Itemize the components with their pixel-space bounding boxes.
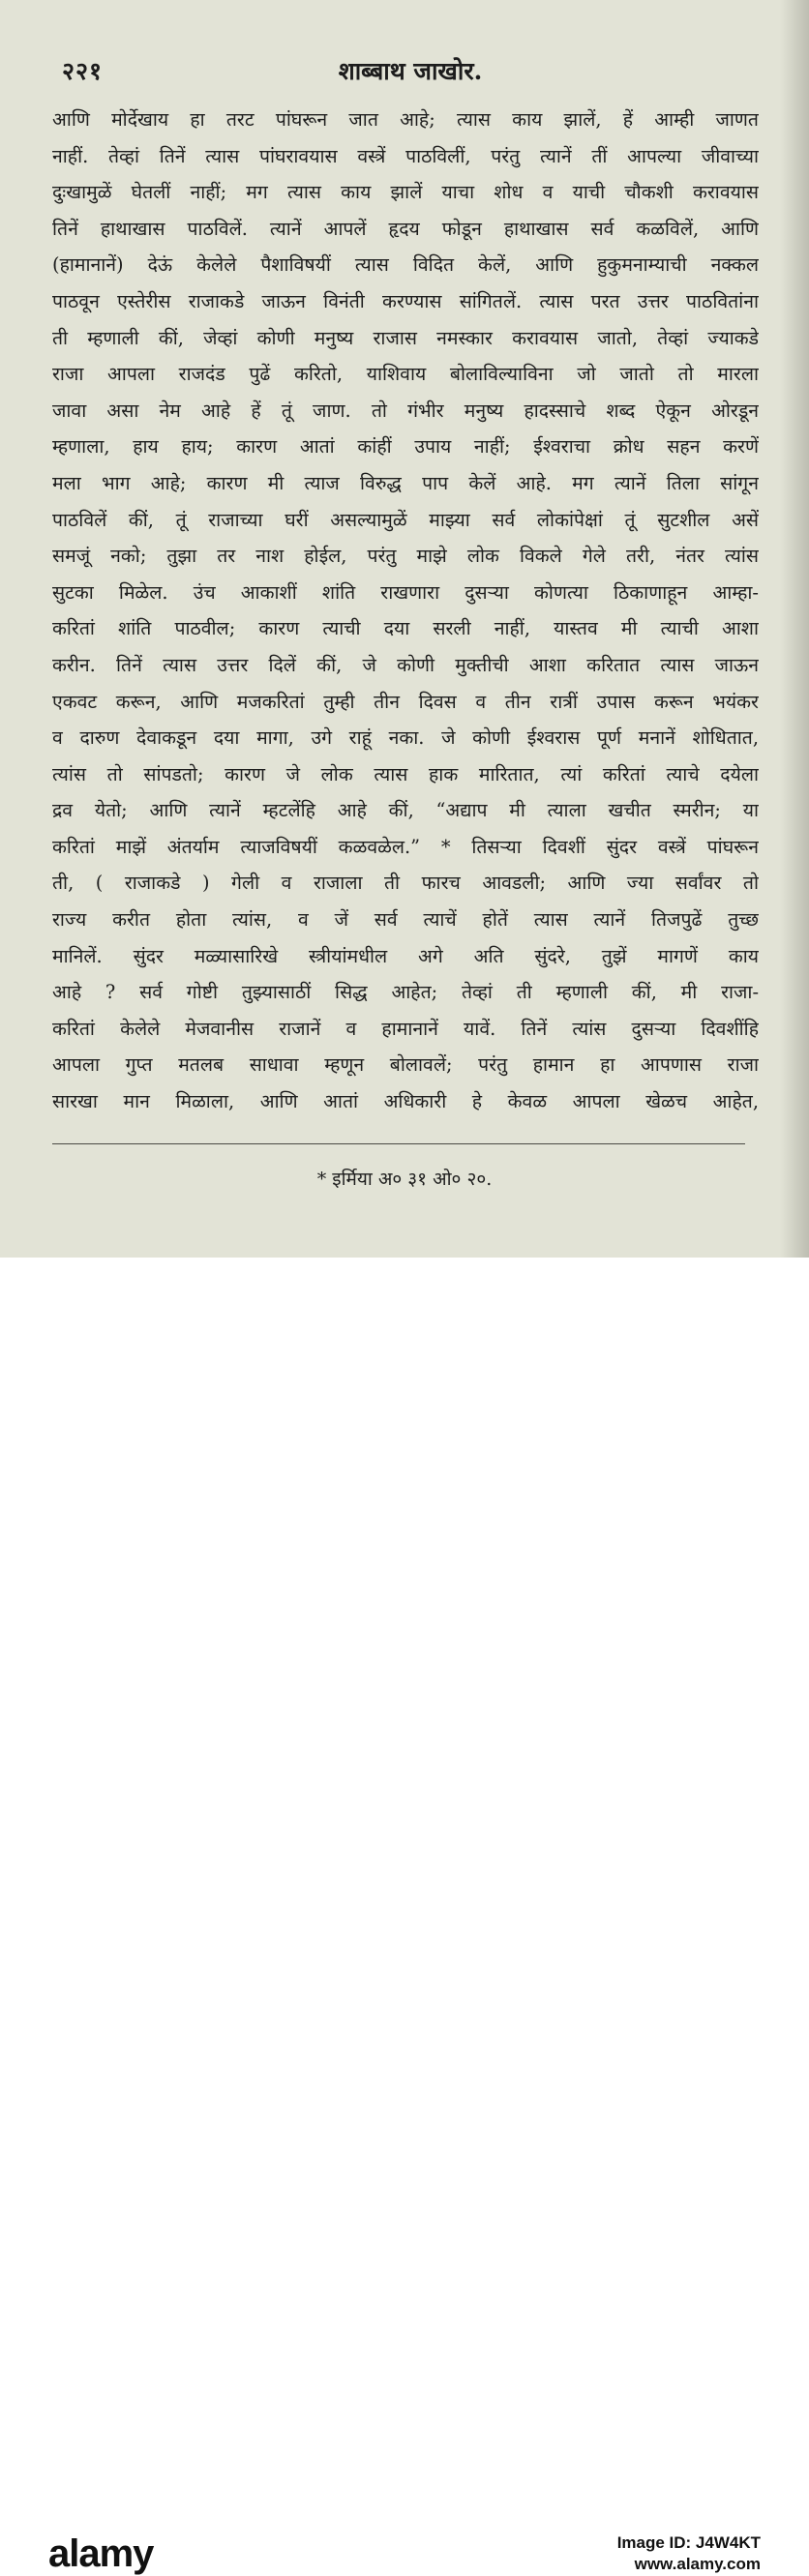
text-line: मला भाग आहे; कारण मी त्याज विरुद्ध पाप केलें आहे. मग त्यानें तिला सांगून [52,471,759,494]
footnote-rule [52,1143,745,1144]
body-text [52,102,759,1120]
text-line: आणि मोर्देखाय हा तरट पांघरून जात आहे; त्यास काय झालें, हें आम्ही जाणत [52,108,759,131]
page-edge-shadow [780,0,809,1258]
scanned-page [0,0,809,1258]
text-line: ती म्हणाली कीं, जेव्हां कोणी मनुष्य राजास नमस्कार करावयास जातो, तेव्हां ज्याकडे [52,326,759,349]
text-line: पाठविलें कीं, तूं राजाच्या घरीं असल्यामुळें माझ्या सर्व लोकांपेक्षां तूं सुटशील असें [52,508,759,531]
text-line: एकवट करून, आणि मजकरितां तुम्ही तीन दिवस व तीन रात्रीं उपास करून भयंकर [52,690,759,713]
watermark-bar [0,1258,809,2575]
text-line: करीन. तिनें त्यास उत्तर दिलें कीं, जे कोणी मुक्तीची आशा करितात त्यास जाऊन [52,653,759,676]
text-line: सुटका मिळेल. उंच आकाशीं शांति राखणारा दुसऱ्या कोणत्या ठिकाणाहून आम्हा- [52,580,759,604]
text-line: (हामानानें) देऊं केलेले पैशाविषयीं त्यास विदित केलें, आणि हुकुमनाम्याची नक्कल [52,253,759,277]
image-id-block [617,2532,761,2575]
image-id: Image ID: J4W4KT [616,2533,761,2552]
text-line: व दारुण देवाकडून दया मागा, उगे राहूं नका. जे कोणी ईश्वरास पूर्ण मनानें शोधितात, [52,726,759,750]
text-line: जावा असा नेम आहे हें तूं जाण. तो गंभीर मनुष्य हादस्साचे शब्द ऐकून ओरडून [52,399,759,422]
site-url: www.alamy.com [634,2555,761,2573]
text-line: करितां माझें अंतर्याम त्याजविषयीं कळवळेल.” * तिसऱ्या दिवशीं सुंदर वस्त्रें पांघरून [52,835,759,858]
page-header [62,50,759,89]
alamy-logo: alamy [48,2532,154,2575]
text-line: पाठवून एस्तेरीस राजाकडे जाऊन विनंती करण्यास सांगितलें. त्यास परत उत्तर पाठवितांना [52,289,759,312]
text-line: द्रव येतो; आणि त्यानें म्हटलेंहि आहे कीं, “अद्याप मी त्याला खचीत स्मरीन; या [52,799,759,822]
text-line: नाहीं. तेव्हां तिनें त्यास पांघरावयास वस्त्रें पाठविलीं, परंतु त्यानें तीं आपल्या जीवाच्या [52,144,759,167]
text-line: आपला गुप्त मतलब साधावा म्हणून बोलावलें; परंतु हामान हा आपणास राजा [52,1053,759,1077]
text-line: आहे ? सर्व गोष्टी तुझ्यासाठीं सिद्ध आहेत; तेव्हां ती म्हणाली कीं, मी राजा- [52,981,759,1004]
footnote: * इर्मिया अ० ३१ ओ० २०. [316,1169,493,1190]
text-line: राजा आपला राजदंड पुढें करितो, याशिवाय बोलाविल्याविना जो जातो तो मारला [52,363,759,386]
text-line: सारखा मान मिळाला, आणि आतां अधिकारी हे केवळ आपला खेळच आहेत, [52,1090,759,1113]
text-line: ती, ( राजाकडे ) गेली व राजाला ती फारच आवडली; आणि ज्या सर्वांवर तो [52,872,759,895]
text-line: समजूं नको; तुझा तर नाश होईल, परंतु माझे लोक विकले गेले तरी, नंतर त्यांस [52,545,759,568]
text-line: राज्य करीत होता त्यांस, व जें सर्व त्याचें होतें त्यास त्यानें तिजपुढें तुच्छ [52,908,759,932]
text-line: करितां केलेले मेजवानीस राजानें व हामानानें यावें. तिनें त्यांस दुसऱ्या दिवशींहि [52,1017,759,1040]
running-title: शाब्बाथ जाखोर. [338,57,483,85]
text-line: म्हणाला, हाय हाय; कारण आतां कांहीं उपाय नाहीं; ईश्वराचा क्रोध सहन करणें [52,435,759,459]
text-line: दुःखामुळें घेतलीं नाहीं; मग त्यास काय झालें याचा शोध व याची चौकशी करावयास [52,181,759,204]
text-line: तिनें हाथाखास पाठविलें. त्यानें आपलें हृदय फोडून हाथाखास सर्व कळविलें, आणि [52,217,759,240]
text-line: त्यांस तो सांपडतो; कारण जे लोक त्यास हाक मारितात, त्यां करितां त्याचे दयेला [52,762,759,785]
text-line: करितां शांति पाठवील; कारण त्याची दया सरली नाहीं, यास्तव मी त्याची आशा [52,617,759,640]
text-line: मानिलें. सुंदर मळ्यासारिखे स्त्रीयांमधील अगे अति सुंदरे, तुझें मागणें काय [52,944,759,967]
page-number: २२१ [62,57,104,85]
